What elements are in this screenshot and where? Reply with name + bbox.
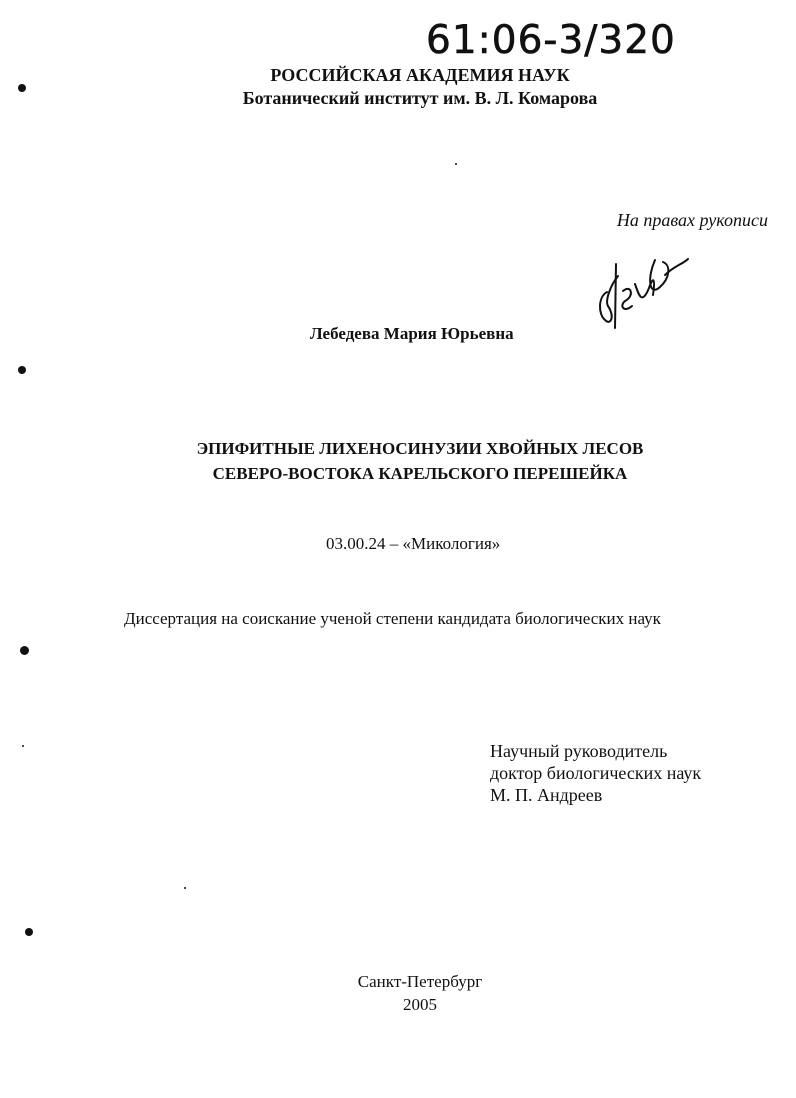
supervisor-degree: доктор биологических наук	[490, 763, 702, 783]
scan-artifact-mark	[455, 163, 457, 165]
handwritten-signature	[590, 244, 690, 336]
title-line-1: ЭПИФИТНЫЕ ЛИХЕНОСИНУЗИИ ХВОЙНЫХ ЛЕСОВ	[196, 439, 644, 458]
academy-name: РОССИЙСКАЯ АКАДЕМИЯ НАУК	[270, 65, 570, 85]
supervisor-name: М. П. Андреев	[490, 785, 603, 805]
dissertation-title	[0, 436, 796, 486]
publication-info	[0, 970, 796, 1016]
rights-notice: На правах рукописи	[616, 210, 768, 230]
scan-artifact-mark	[22, 745, 24, 747]
handwritten-archive-code	[422, 8, 690, 68]
scan-artifact-mark	[25, 928, 33, 936]
city: Санкт-Петербург	[357, 972, 483, 991]
scan-artifact-mark	[18, 366, 26, 374]
specialty-code: 03.00.24 – «Микология»	[326, 534, 501, 553]
scan-artifact-mark	[20, 646, 29, 655]
institution-header	[0, 64, 796, 110]
supervisor-block	[490, 740, 701, 806]
archive-code-text: 61:06-3/320	[426, 18, 676, 63]
title-line-2: СЕВЕРО-ВОСТОКА КАРЕЛЬСКОГО ПЕРЕШЕЙКА	[212, 464, 628, 483]
institute-name: Ботанический институт им. В. Л. Комарова	[242, 88, 598, 108]
year: 2005	[403, 995, 437, 1014]
scan-artifact-mark	[18, 84, 26, 92]
supervisor-role: Научный руководитель	[490, 741, 668, 761]
degree-statement: Диссертация на соискание ученой степени кандидата биологических наук	[124, 609, 661, 628]
scan-artifact-mark	[184, 887, 186, 889]
author-name: Лебедева Мария Юрьевна	[310, 324, 514, 343]
